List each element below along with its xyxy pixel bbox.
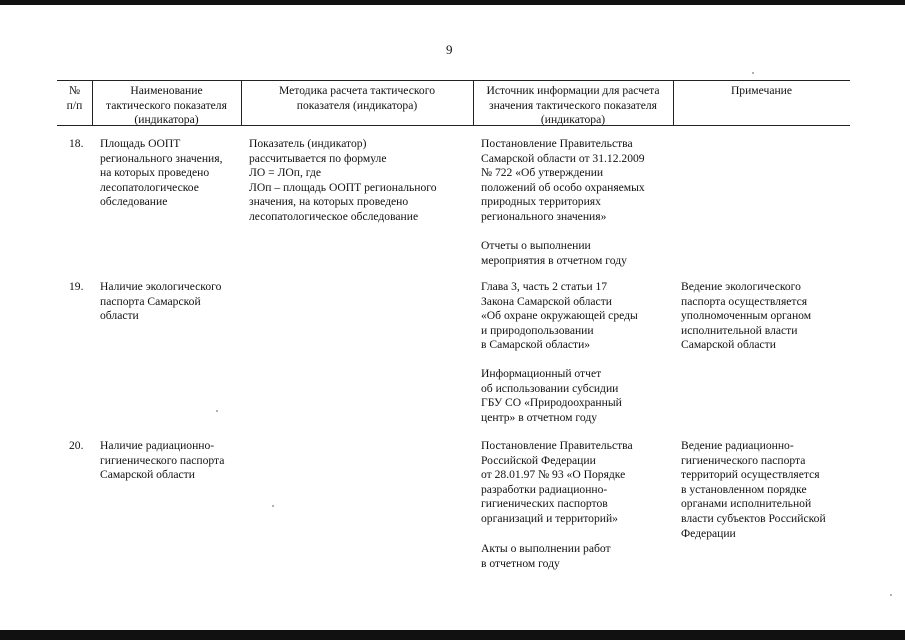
scan-speck [890,594,892,596]
scan-speck [216,410,218,412]
row-20-name: Наличие радиационно- гигиенического паспорта Самарской области [100,439,225,482]
row-20-num: 20. [69,439,84,452]
row-18-source-primary: Постановление Правительства Самарской области от 31.12.2009 № 722 «Об утверждении положений об особо охраняемых природных территориях регионального значения» [481,137,645,223]
row-19-name: Наличие экологического паспорта Самарской области [100,280,222,323]
page-number: 9 [446,42,453,57]
row-19-source-primary: Глава 3, часть 2 статьи 17 Закона Самарской области «Об охране окружающей среды и природопользовании в Самарской области» [481,280,638,352]
row-18-method: Показатель (индикатор) рассчитывается по формуле ЛО = ЛОп, где ЛОп – площадь ООПТ регионального значения, на которых проведено лесопатологическое обследование [249,137,437,223]
row-18-name: Площадь ООПТ регионального значения, на которых проведено лесопатологическое обследование [100,137,223,209]
header-top-rule [57,80,850,81]
row-20-source-primary: Постановление Правительства Российской Федерации от 28.01.97 № 93 «О Порядке разработки радиационно- гигиенических паспортов организаций и территорий» [481,439,633,525]
bottom-border [0,630,905,640]
header-note: Примечание [730,84,793,97]
row-19-note: Ведение экологического паспорта осуществляется уполномоченным органом исполнительной власти Самарской области [681,280,812,352]
row-18-source-secondary: Отчеты о выполнении мероприятия в отчетном году [481,239,627,267]
scan-speck [752,72,754,74]
header-name: Наименование тактического показателя (индикатора) [106,84,227,127]
row-20-source-secondary: Акты о выполнении работ в отчетном году [481,542,611,570]
row-19-source-secondary: Информационный отчет об использовании субсидии ГБУ СО «Природоохранный центр» в отчетном году [481,367,622,424]
header-num: № п/п [66,84,83,112]
row-19-num: 19. [69,280,84,293]
row-20-note: Ведение радиационно- гигиенического паспорта территорий осуществляется в установленном порядке органами исполнительной власти субъектов Российской Федерации [681,439,826,540]
header-method: Методика расчета тактического показателя (индикатора) [279,84,435,112]
scan-speck [272,505,274,507]
row-18-num: 18. [69,137,84,150]
top-border [0,0,905,5]
header-source: Источник информации для расчета значения тактического показателя (индикатора) [486,84,660,127]
